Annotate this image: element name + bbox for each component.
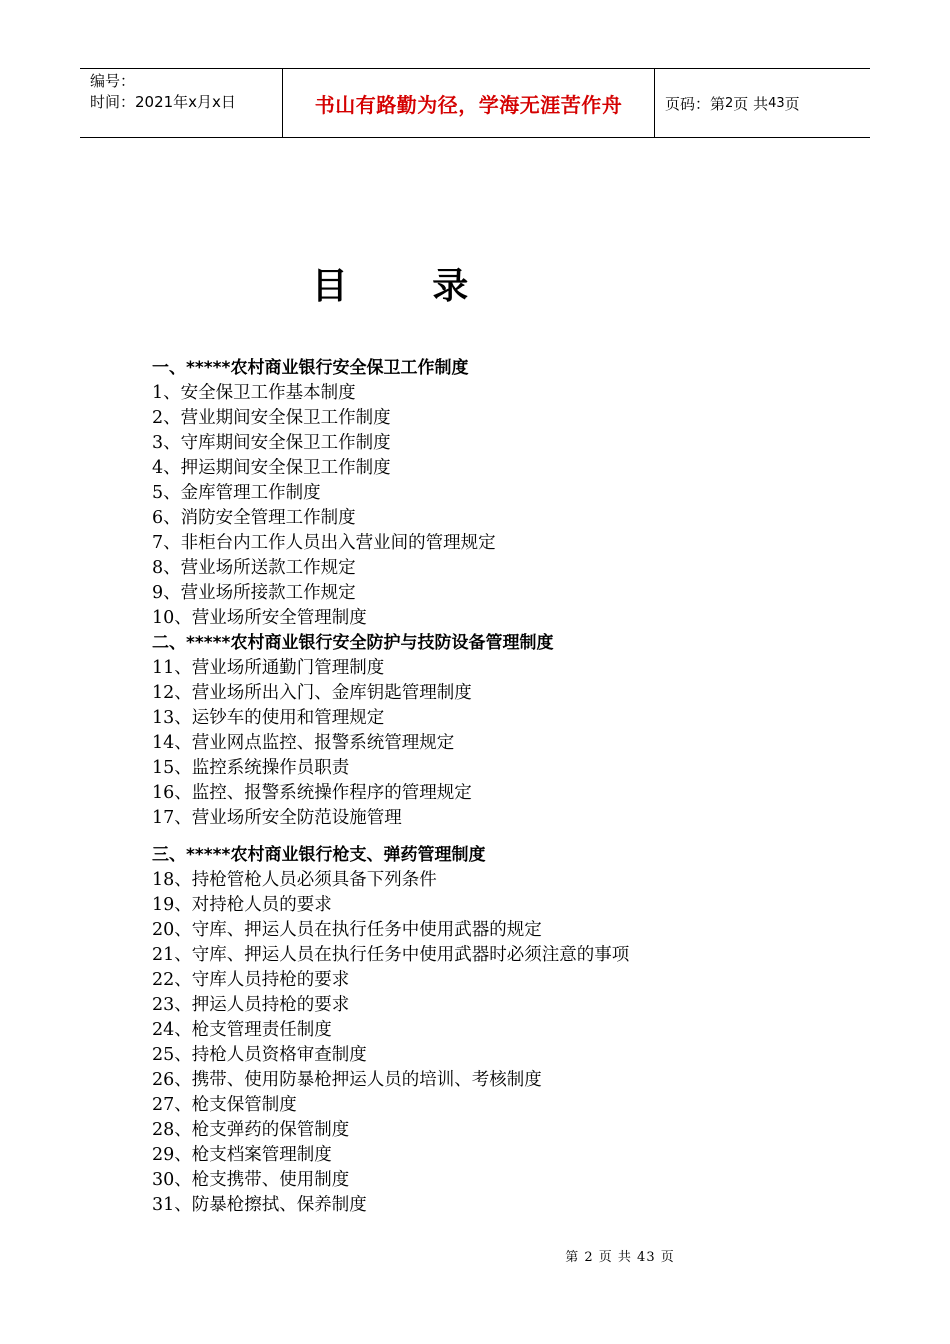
toc-item: 11、营业场所通勤门管理制度 [152, 658, 385, 678]
toc-item: 6、消防安全管理工作制度 [152, 508, 356, 528]
page-footer: 第 2 页 共 43 页 [565, 1250, 675, 1265]
toc-item: 2、营业期间安全保卫工作制度 [152, 408, 391, 428]
toc-group-2 [152, 656, 852, 831]
toc-item: 25、持枪人员资格审查制度 [152, 1045, 367, 1065]
toc-item: 21、守库、押运人员在执行任务中使用武器时必须注意的事项 [152, 945, 630, 965]
toc-item: 7、非柜台内工作人员出入营业间的管理规定 [152, 533, 496, 553]
toc-item: 15、监控系统操作员职责 [152, 758, 350, 778]
header-page-info [655, 69, 870, 137]
toc-item: 4、押运期间安全保卫工作制度 [152, 458, 391, 478]
toc-item: 27、枪支保管制度 [152, 1095, 297, 1115]
toc-item: 16、监控、报警系统操作程序的管理规定 [152, 783, 472, 803]
toc-section-heading: 一、*****农村商业银行安全保卫工作制度 [152, 358, 469, 378]
page-current: 2 [725, 95, 734, 111]
toc-item: 5、金库管理工作制度 [152, 483, 321, 503]
toc-section-heading: 三、*****农村商业银行枪支、弹药管理制度 [152, 845, 486, 865]
toc-item: 9、营业场所接款工作规定 [152, 583, 356, 603]
header-time-label: 时间：2021年x月x日 [90, 93, 236, 111]
header-number-label: 编号： [90, 72, 136, 90]
toc-item: 12、营业场所出入门、金库钥匙管理制度 [152, 683, 472, 703]
toc-item: 30、枪支携带、使用制度 [152, 1170, 350, 1190]
toc-group-3 [152, 868, 852, 1218]
header-motto: 书山有路勤为径，学海无涯苦作舟 [282, 69, 655, 137]
header-meta-cell [80, 69, 282, 137]
toc-item: 14、营业网点监控、报警系统管理规定 [152, 733, 455, 753]
toc-item: 18、持枪管枪人员必须具备下列条件 [152, 870, 437, 890]
toc-item: 20、守库、押运人员在执行任务中使用武器的规定 [152, 920, 542, 940]
table-of-contents [152, 356, 852, 1218]
toc-item: 19、对持枪人员的要求 [152, 895, 332, 915]
toc-item: 24、枪支管理责任制度 [152, 1020, 332, 1040]
page-info-prefix: 页码：第 [665, 94, 726, 113]
toc-item: 3、守库期间安全保卫工作制度 [152, 433, 391, 453]
toc-item: 26、携带、使用防暴枪押运人员的培训、考核制度 [152, 1070, 542, 1090]
toc-item: 22、守库人员持枪的要求 [152, 970, 350, 990]
toc-item: 17、营业场所安全防范设施管理 [152, 808, 402, 828]
page-info-mid: 页 共 [733, 94, 769, 113]
toc-group-1 [152, 381, 852, 631]
toc-spacer [152, 831, 852, 843]
page-info-suffix: 页 [784, 94, 800, 113]
toc-item: 8、营业场所送款工作规定 [152, 558, 356, 578]
page-header [80, 68, 870, 138]
toc-section-heading: 二、*****农村商业银行安全防护与技防设备管理制度 [152, 633, 554, 653]
toc-item: 28、枪支弹药的保管制度 [152, 1120, 350, 1140]
toc-item: 23、押运人员持枪的要求 [152, 995, 350, 1015]
toc-item: 10、营业场所安全管理制度 [152, 608, 367, 628]
page-title: 目 录 [311, 266, 505, 307]
toc-item: 29、枪支档案管理制度 [152, 1145, 332, 1165]
page-total: 43 [768, 95, 785, 111]
toc-item: 31、防暴枪擦拭、保养制度 [152, 1195, 367, 1215]
toc-item: 1、安全保卫工作基本制度 [152, 383, 356, 403]
toc-item: 13、运钞车的使用和管理规定 [152, 708, 385, 728]
